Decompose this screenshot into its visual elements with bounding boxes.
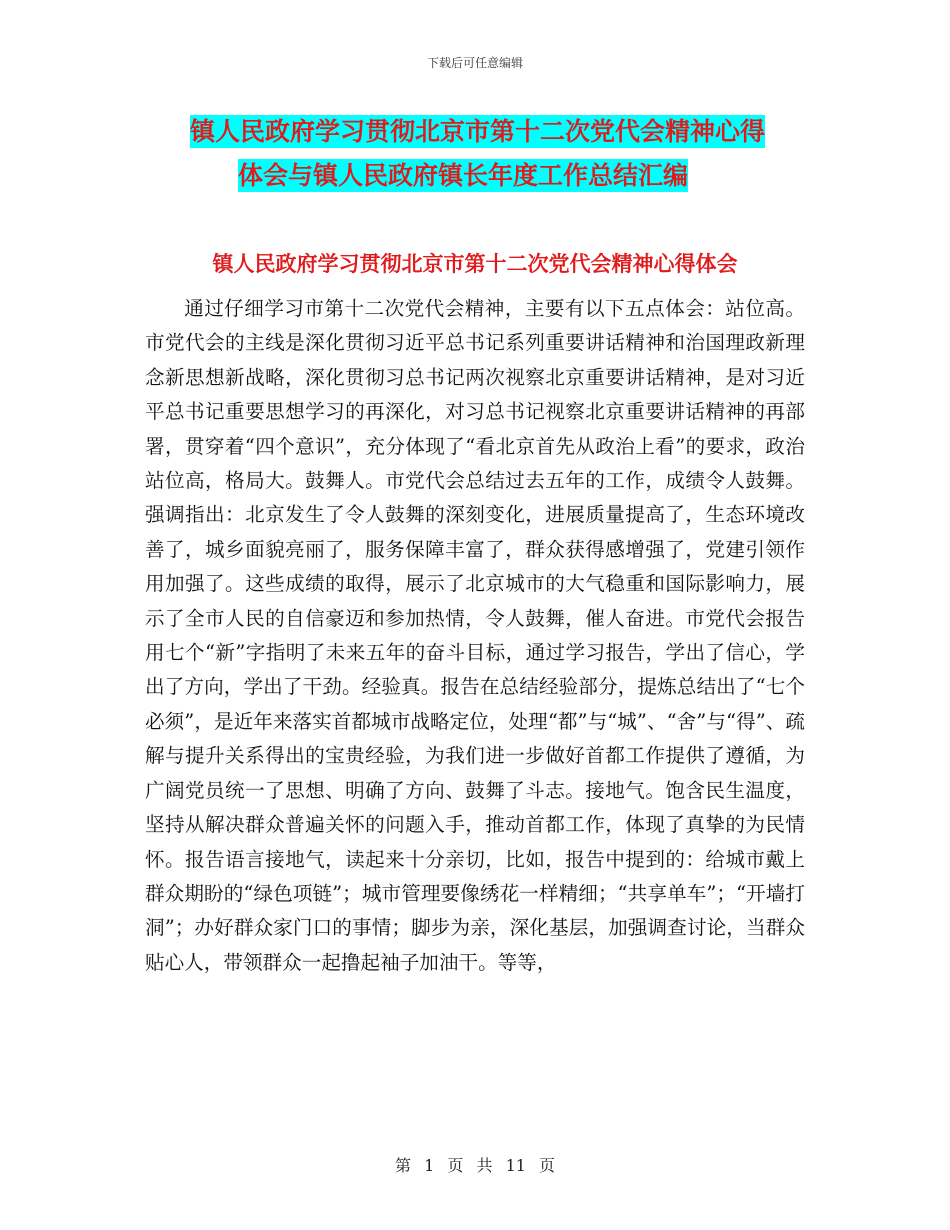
header-note: 下载后可任意编辑	[426, 56, 523, 70]
footer-label-unit-2: 页	[539, 1156, 556, 1175]
body-paragraph: 通过仔细学习市第十二次党代会精神，主要有以下五点体会：站位高。市党代会的主线是深化贯彻习近平总书记系列重要讲话精神和治国理政新理念新思想新战略，深化贯彻习总书记两次视察北京重要讲话精神，是对习近平总书记重要思想学习的再深化，对习总书记视察北京重要讲话精神的再部署，贯穿着“四个意识”，充分体现了“看北京首先从政治上看”的要求，政治站位高，格局大。鼓舞人。市党代会总结过去五年的工作，成绩令人鼓舞。强调指出：北京发生了令人鼓舞的深刻变化，进展质量提高了，生态环境改善了，城乡面貌亮丽了，服务保障丰富了，群众获得感增强了，党建引领作用加强了。这些成绩的取得，展示了北京城市的大气稳重和国际影响力，展示了全市人民的自信豪迈和参加热情，令人鼓舞，催人奋进。市党代会报告用七个“新”字指明了未来五年的奋斗目标，通过学习报告，学出了信心，学出了方向，学出了干劲。经验真。报告在总结经验部分，提炼总结出了“七个必须”，是近年来落实首都城市战略定位，处理“都”与“城”、“舍”与“得”、疏解与提升关系得出的宝贵经验，为我们进一步做好首都工作提供了遵循，为广阔党员统一了思想、明确了方向、鼓舞了斗志。接地气。饱含民生温度，坚持从解决群众普遍关怀的问题入手，推动首都工作，体现了真挚的为民情怀。报告语言接地气，读起来十分亲切，比如，报告中提到的：给城市戴上群众期盼的“绿色项链”；城市管理要像绣花一样精细；“共享单车”；“开墙打洞”；办好群众家门口的事情；脚步为亲，深化基层，加强调查讨论，当群众贴心人，带领群众一起撸起袖子加油干。等等，	[145, 297, 805, 974]
footer-page-number: 1	[424, 1156, 435, 1175]
footer-label-page: 第	[394, 1156, 411, 1175]
footer-total-pages: 11	[505, 1156, 526, 1175]
document-title-line-1	[190, 110, 810, 154]
title-highlight-1: 镇人民政府学习贯彻北京市第十二次党代会精神心得	[190, 117, 766, 146]
footer-label-total: 共	[476, 1156, 493, 1175]
document-title-line-2	[190, 154, 810, 198]
page-footer	[0, 1153, 950, 1176]
document-title	[190, 110, 810, 198]
title-highlight-2: 体会与镇人民政府镇长年度工作总结汇编	[238, 161, 689, 190]
section-title: 镇人民政府学习贯彻北京市第十二次党代会精神心得体会	[212, 252, 738, 276]
footer-label-unit: 页	[447, 1156, 464, 1175]
